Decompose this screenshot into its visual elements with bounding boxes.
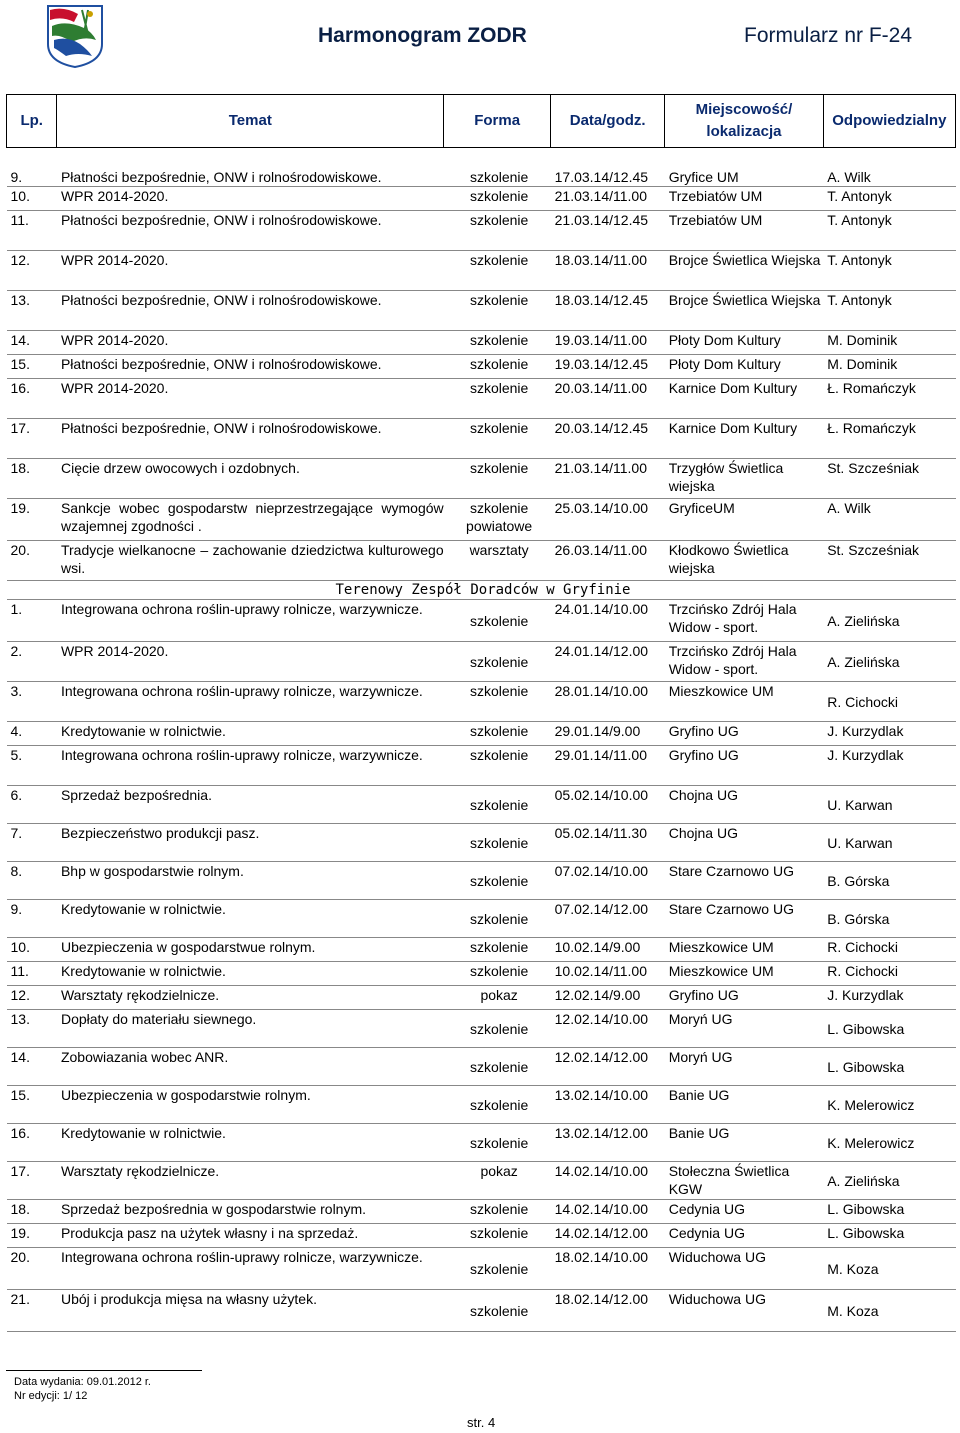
- row-date: 29.01.14/9.00: [551, 722, 665, 746]
- row-form: warsztaty: [444, 541, 551, 581]
- row-responsible: B. Górska: [823, 862, 955, 900]
- row-location: Banie UG: [665, 1086, 824, 1124]
- row-location: GryficeUM: [665, 499, 824, 541]
- row-date: 24.01.14/10.00: [551, 600, 665, 642]
- table-row: [7, 1162, 956, 1200]
- row-lp: 12.: [7, 251, 57, 291]
- row-form: szkolenie: [444, 900, 551, 938]
- row-responsible: A. Zielińska: [823, 1162, 955, 1200]
- row-responsible: T. Antonyk: [823, 291, 955, 331]
- table-row: [7, 900, 956, 938]
- row-lp: 19.: [7, 499, 57, 541]
- table-row: [7, 1010, 956, 1048]
- row-form: pokaz: [444, 1162, 551, 1200]
- row-location: Moryń UG: [665, 1048, 824, 1086]
- row-responsible: M. Dominik: [823, 355, 955, 379]
- row-date: 13.02.14/10.00: [551, 1086, 665, 1124]
- row-date: 18.02.14/10.00: [551, 1248, 665, 1290]
- row-form: szkolenie: [444, 211, 551, 251]
- row-date: 14.02.14/12.00: [551, 1224, 665, 1248]
- row-topic: WPR 2014-2020.: [57, 251, 444, 291]
- row-form: szkolenie: [444, 419, 551, 459]
- row-location: Karnice Dom Kultury: [665, 379, 824, 419]
- row-form: szkolenie: [444, 1124, 551, 1162]
- row-date: 07.02.14/12.00: [551, 900, 665, 938]
- row-form: szkolenie: [444, 187, 551, 211]
- row-lp: 17.: [7, 419, 57, 459]
- row-lp: 5.: [7, 746, 57, 786]
- row-location: Mieszkowice UM: [665, 682, 824, 722]
- row-form: pokaz: [444, 986, 551, 1010]
- row-location: Brojce Świetlica Wiejska: [665, 251, 824, 291]
- row-topic: Płatności bezpośrednie, ONW i rolnośrodowiskowe.: [57, 211, 444, 251]
- row-responsible: K. Melerowicz: [823, 1124, 955, 1162]
- table-row: [7, 291, 956, 331]
- schedule-body-main: [7, 148, 956, 581]
- zodr-logo: [44, 4, 106, 68]
- schedule-table: [6, 94, 956, 1332]
- row-responsible: M. Dominik: [823, 331, 955, 355]
- row-lp: 11.: [7, 962, 57, 986]
- row-form: szkolenie: [444, 600, 551, 642]
- table-row: [7, 499, 956, 541]
- row-location: Chojna UG: [665, 786, 824, 824]
- row-lp: 15.: [7, 1086, 57, 1124]
- row-location: Cedynia UG: [665, 1200, 824, 1224]
- row-lp: 13.: [7, 291, 57, 331]
- row-date: 18.02.14/12.00: [551, 1290, 665, 1332]
- row-lp: 20.: [7, 541, 57, 581]
- row-location: Karnice Dom Kultury: [665, 419, 824, 459]
- row-location: Widuchowa UG: [665, 1248, 824, 1290]
- table-row: [7, 722, 956, 746]
- row-date: 10.02.14/11.00: [551, 962, 665, 986]
- edition-number: Nr edycji: 1/ 12: [14, 1390, 88, 1402]
- row-topic: WPR 2014-2020.: [57, 187, 444, 211]
- row-topic: Kredytowanie w rolnictwie.: [57, 1124, 444, 1162]
- row-topic: Bezpieczeństwo produkcji pasz.: [57, 824, 444, 862]
- row-form: szkolenie: [444, 786, 551, 824]
- row-responsible: J. Kurzydlak: [823, 722, 955, 746]
- row-date: 05.02.14/10.00: [551, 786, 665, 824]
- section-divider: [7, 581, 956, 600]
- row-form: szkolenie: [444, 722, 551, 746]
- table-row: [7, 419, 956, 459]
- row-form: szkolenie: [444, 379, 551, 419]
- row-lp: 8.: [7, 862, 57, 900]
- row-responsible: L. Gibowska: [823, 1224, 955, 1248]
- row-responsible: B. Górska: [823, 900, 955, 938]
- row-date: 12.02.14/9.00: [551, 986, 665, 1010]
- row-responsible: U. Karwan: [823, 786, 955, 824]
- row-topic: Sprzedaż bezpośrednia.: [57, 786, 444, 824]
- row-location: Stare Czarnowo UG: [665, 900, 824, 938]
- row-responsible: T. Antonyk: [823, 187, 955, 211]
- row-location: Trzebiatów UM: [665, 187, 824, 211]
- row-location: Chojna UG: [665, 824, 824, 862]
- row-form: szkolenie: [444, 148, 551, 187]
- row-date: 20.03.14/12.45: [551, 419, 665, 459]
- row-lp: 18.: [7, 1200, 57, 1224]
- row-date: 26.03.14/11.00: [551, 541, 665, 581]
- row-lp: 2.: [7, 642, 57, 682]
- table-row: [7, 642, 956, 682]
- row-lp: 17.: [7, 1162, 57, 1200]
- table-row: [7, 962, 956, 986]
- row-date: 20.03.14/11.00: [551, 379, 665, 419]
- row-date: 10.02.14/9.00: [551, 938, 665, 962]
- row-lp: 19.: [7, 1224, 57, 1248]
- row-date: 24.01.14/12.00: [551, 642, 665, 682]
- table-row: [7, 1248, 956, 1290]
- row-topic: Warsztaty rękodzielnicze.: [57, 1162, 444, 1200]
- row-topic: Integrowana ochrona roślin-uprawy rolnicze, warzywnicze.: [57, 746, 444, 786]
- table-row: [7, 786, 956, 824]
- row-responsible: A. Zielińska: [823, 600, 955, 642]
- row-topic: WPR 2014-2020.: [57, 331, 444, 355]
- table-row: [7, 1048, 956, 1086]
- row-date: 19.03.14/11.00: [551, 331, 665, 355]
- row-topic: Kredytowanie w rolnictwie.: [57, 900, 444, 938]
- row-lp: 9.: [7, 148, 57, 187]
- row-date: 05.02.14/11.30: [551, 824, 665, 862]
- row-topic: Tradycje wielkanocne – zachowanie dziedzictwa kulturowego wsi.: [57, 541, 444, 581]
- row-date: 12.02.14/12.00: [551, 1048, 665, 1086]
- table-row: [7, 746, 956, 786]
- row-form: szkolenie: [444, 642, 551, 682]
- row-responsible: St. Szcześniak: [823, 459, 955, 499]
- row-responsible: R. Cichocki: [823, 962, 955, 986]
- schedule-body-gryfino: [7, 600, 956, 1332]
- row-date: 21.03.14/11.00: [551, 459, 665, 499]
- row-location: Cedynia UG: [665, 1224, 824, 1248]
- row-location: Mieszkowice UM: [665, 962, 824, 986]
- col-forma-header: Forma: [444, 95, 551, 148]
- row-location: Trzebiatów UM: [665, 211, 824, 251]
- col-lp-header: Lp.: [7, 95, 57, 148]
- row-lp: 14.: [7, 1048, 57, 1086]
- table-row: [7, 986, 956, 1010]
- row-topic: Cięcie drzew owocowych i ozdobnych.: [57, 459, 444, 499]
- row-form: szkolenie: [444, 291, 551, 331]
- issue-date: Data wydania: 09.01.2012 r.: [14, 1376, 151, 1388]
- row-form: szkolenie: [444, 682, 551, 722]
- row-location: Banie UG: [665, 1124, 824, 1162]
- section-title: Terenowy Zespół Doradców w Gryfinie: [7, 581, 956, 600]
- row-location: Gryfino UG: [665, 746, 824, 786]
- row-topic: Płatności bezpośrednie, ONW i rolnośrodowiskowe.: [57, 355, 444, 379]
- row-responsible: A. Wilk: [823, 148, 955, 187]
- row-topic: Ubój i produkcja mięsa na własny użytek.: [57, 1290, 444, 1332]
- row-form: szkolenie: [444, 1048, 551, 1086]
- row-responsible: T. Antonyk: [823, 251, 955, 291]
- row-topic: WPR 2014-2020.: [57, 642, 444, 682]
- row-lp: 18.: [7, 459, 57, 499]
- table-header-row: [7, 95, 956, 148]
- section-row: [7, 581, 956, 600]
- row-topic: Integrowana ochrona roślin-uprawy rolnicze, warzywnicze.: [57, 682, 444, 722]
- row-responsible: T. Antonyk: [823, 211, 955, 251]
- row-responsible: Ł. Romańczyk: [823, 379, 955, 419]
- row-location: Kłodkowo Świetlica wiejska: [665, 541, 824, 581]
- row-date: 13.02.14/12.00: [551, 1124, 665, 1162]
- row-responsible: M. Koza: [823, 1248, 955, 1290]
- row-lp: 15.: [7, 355, 57, 379]
- col-miejsce-header: Miejscowość/ lokalizacja: [665, 95, 824, 148]
- row-responsible: A. Zielińska: [823, 642, 955, 682]
- table-row: [7, 938, 956, 962]
- row-topic: Produkcja pasz na użytek własny i na sprzedaż.: [57, 1224, 444, 1248]
- row-topic: Płatności bezpośrednie, ONW i rolnośrodowiskowe.: [57, 419, 444, 459]
- col-data-header: Data/godz.: [551, 95, 665, 148]
- table-row: [7, 148, 956, 187]
- row-lp: 10.: [7, 187, 57, 211]
- row-lp: 16.: [7, 1124, 57, 1162]
- row-location: Płoty Dom Kultury: [665, 355, 824, 379]
- table-row: [7, 459, 956, 499]
- row-location: Widuchowa UG: [665, 1290, 824, 1332]
- table-row: [7, 824, 956, 862]
- row-date: 14.02.14/10.00: [551, 1200, 665, 1224]
- row-lp: 1.: [7, 600, 57, 642]
- row-date: 25.03.14/10.00: [551, 499, 665, 541]
- row-form: szkolenie powiatowe: [444, 499, 551, 541]
- row-topic: Sankcje wobec gospodarstw nieprzestrzegające wymogów wzajemnej zgodności .: [57, 499, 444, 541]
- row-date: 21.03.14/11.00: [551, 187, 665, 211]
- row-date: 18.03.14/11.00: [551, 251, 665, 291]
- row-location: Płoty Dom Kultury: [665, 331, 824, 355]
- row-responsible: R. Cichocki: [823, 682, 955, 722]
- row-topic: Sprzedaż bezpośrednia w gospodarstwie rolnym.: [57, 1200, 444, 1224]
- col-temat-header: Temat: [57, 95, 444, 148]
- row-topic: Integrowana ochrona roślin-uprawy rolnicze, warzywnicze.: [57, 600, 444, 642]
- row-form: szkolenie: [444, 1010, 551, 1048]
- row-lp: 16.: [7, 379, 57, 419]
- row-location: Gryfino UG: [665, 722, 824, 746]
- table-row: [7, 541, 956, 581]
- row-topic: Dopłaty do materiału siewnego.: [57, 1010, 444, 1048]
- row-responsible: J. Kurzydlak: [823, 986, 955, 1010]
- row-topic: Kredytowanie w rolnictwie.: [57, 962, 444, 986]
- row-lp: 20.: [7, 1248, 57, 1290]
- row-form: szkolenie: [444, 331, 551, 355]
- row-topic: Warsztaty rękodzielnicze.: [57, 986, 444, 1010]
- table-row: [7, 1224, 956, 1248]
- row-location: Gryfice UM: [665, 148, 824, 187]
- row-responsible: J. Kurzydlak: [823, 746, 955, 786]
- row-date: 29.01.14/11.00: [551, 746, 665, 786]
- row-responsible: K. Melerowicz: [823, 1086, 955, 1124]
- row-form: szkolenie: [444, 251, 551, 291]
- row-responsible: M. Koza: [823, 1290, 955, 1332]
- table-row: [7, 251, 956, 291]
- table-row: [7, 862, 956, 900]
- table-row: [7, 600, 956, 642]
- table-row: [7, 1200, 956, 1224]
- row-responsible: St. Szcześniak: [823, 541, 955, 581]
- row-topic: Płatności bezpośrednie, ONW i rolnośrodowiskowe.: [57, 148, 444, 187]
- row-lp: 11.: [7, 211, 57, 251]
- row-location: Trzygłów Świetlica wiejska: [665, 459, 824, 499]
- row-topic: Ubezpieczenia w gospodarstwue rolnym.: [57, 938, 444, 962]
- row-responsible: R. Cichocki: [823, 938, 955, 962]
- row-date: 14.02.14/10.00: [551, 1162, 665, 1200]
- row-topic: Kredytowanie w rolnictwie.: [57, 722, 444, 746]
- row-form: szkolenie: [444, 355, 551, 379]
- row-lp: 7.: [7, 824, 57, 862]
- row-lp: 12.: [7, 986, 57, 1010]
- row-date: 12.02.14/10.00: [551, 1010, 665, 1048]
- row-form: szkolenie: [444, 1248, 551, 1290]
- row-location: Moryń UG: [665, 1010, 824, 1048]
- row-lp: 3.: [7, 682, 57, 722]
- row-location: Trzcińsko Zdrój Hala Widow - sport.: [665, 642, 824, 682]
- table-row: [7, 331, 956, 355]
- row-form: szkolenie: [444, 1200, 551, 1224]
- row-form: szkolenie: [444, 862, 551, 900]
- table-row: [7, 187, 956, 211]
- row-responsible: A. Wilk: [823, 499, 955, 541]
- row-date: 17.03.14/12.45: [551, 148, 665, 187]
- row-lp: 10.: [7, 938, 57, 962]
- row-topic: Bhp w gospodarstwie rolnym.: [57, 862, 444, 900]
- row-date: 18.03.14/12.45: [551, 291, 665, 331]
- row-topic: Integrowana ochrona roślin-uprawy rolnicze, warzywnicze.: [57, 1248, 444, 1290]
- table-row: [7, 1086, 956, 1124]
- row-topic: Ubezpieczenia w gospodarstwie rolnym.: [57, 1086, 444, 1124]
- row-form: szkolenie: [444, 938, 551, 962]
- row-responsible: U. Karwan: [823, 824, 955, 862]
- row-responsible: L. Gibowska: [823, 1200, 955, 1224]
- table-row: [7, 379, 956, 419]
- row-location: Gryfino UG: [665, 986, 824, 1010]
- row-lp: 9.: [7, 900, 57, 938]
- row-form: szkolenie: [444, 1290, 551, 1332]
- table-row: [7, 1290, 956, 1332]
- page-number: str. 4: [467, 1415, 496, 1430]
- table-row: [7, 355, 956, 379]
- row-topic: Zobowiazania wobec ANR.: [57, 1048, 444, 1086]
- row-date: 21.03.14/12.45: [551, 211, 665, 251]
- row-lp: 21.: [7, 1290, 57, 1332]
- col-odp-header: Odpowiedzialny: [823, 95, 955, 148]
- table-row: [7, 682, 956, 722]
- row-responsible: L. Gibowska: [823, 1048, 955, 1086]
- table-row: [7, 1124, 956, 1162]
- row-location: Trzcińsko Zdrój Hala Widow - sport.: [665, 600, 824, 642]
- page-title: Harmonogram ZODR: [318, 24, 527, 47]
- row-form: szkolenie: [444, 962, 551, 986]
- row-location: Mieszkowice UM: [665, 938, 824, 962]
- row-topic: WPR 2014-2020.: [57, 379, 444, 419]
- row-lp: 6.: [7, 786, 57, 824]
- form-number: Formularz nr F-24: [744, 24, 913, 47]
- footer-divider: [6, 1370, 202, 1371]
- row-location: Brojce Świetlica Wiejska: [665, 291, 824, 331]
- row-date: 19.03.14/12.45: [551, 355, 665, 379]
- row-date: 28.01.14/10.00: [551, 682, 665, 722]
- row-location: Stare Czarnowo UG: [665, 862, 824, 900]
- row-lp: 13.: [7, 1010, 57, 1048]
- row-location: Stołeczna Świetlica KGW: [665, 1162, 824, 1200]
- row-form: szkolenie: [444, 1224, 551, 1248]
- row-form: szkolenie: [444, 746, 551, 786]
- row-topic: Płatności bezpośrednie, ONW i rolnośrodowiskowe.: [57, 291, 444, 331]
- row-date: 07.02.14/10.00: [551, 862, 665, 900]
- row-form: szkolenie: [444, 459, 551, 499]
- table-row: [7, 211, 956, 251]
- row-lp: 14.: [7, 331, 57, 355]
- row-form: szkolenie: [444, 1086, 551, 1124]
- row-responsible: L. Gibowska: [823, 1010, 955, 1048]
- row-form: szkolenie: [444, 824, 551, 862]
- row-responsible: Ł. Romańczyk: [823, 419, 955, 459]
- row-lp: 4.: [7, 722, 57, 746]
